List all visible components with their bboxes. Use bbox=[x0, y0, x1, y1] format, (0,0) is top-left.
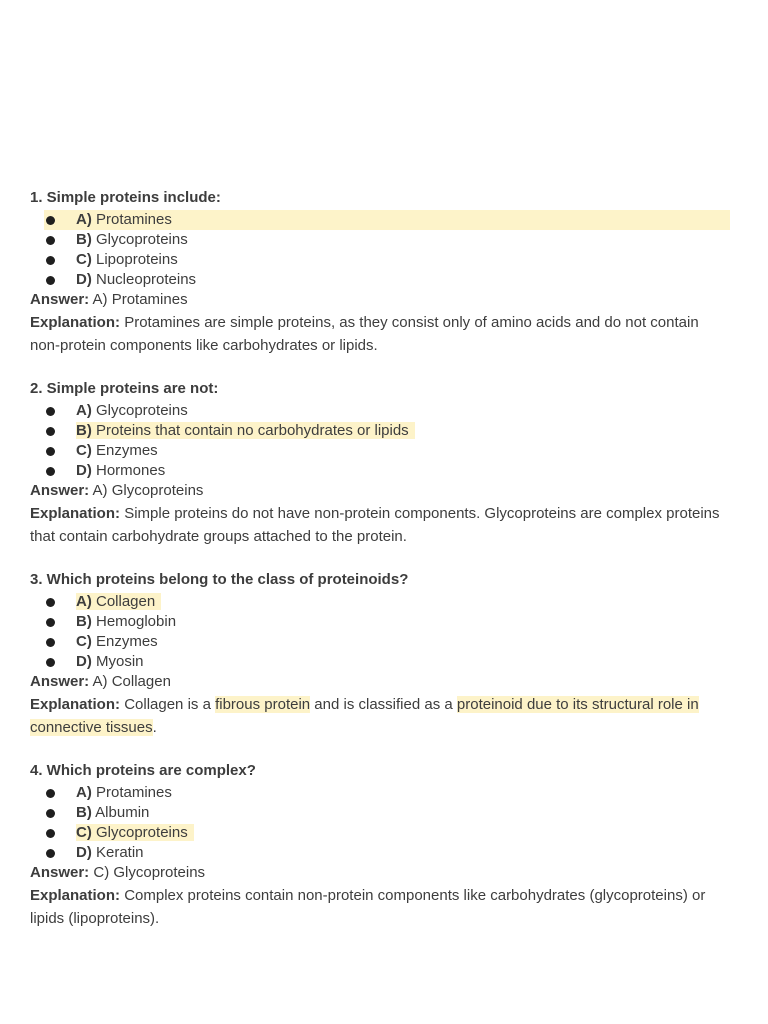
option-b bbox=[30, 230, 730, 250]
bullet-icon bbox=[46, 658, 55, 667]
explanation-part: and is classified as a bbox=[310, 696, 457, 713]
option-letter: B) bbox=[76, 804, 92, 821]
option-text: Myosin bbox=[96, 653, 144, 670]
bullet-icon bbox=[46, 789, 55, 798]
option-text: Keratin bbox=[96, 844, 144, 861]
option-letter: A) bbox=[76, 784, 92, 801]
bullet-icon bbox=[46, 276, 55, 285]
option-a bbox=[30, 592, 730, 612]
option-text: Protamines bbox=[96, 211, 172, 228]
question-2 bbox=[30, 379, 730, 548]
option-list bbox=[30, 210, 730, 290]
bullet-icon bbox=[46, 467, 55, 476]
bullet-icon bbox=[46, 236, 55, 245]
option-text: Proteins that contain no carbohydrates or lipids bbox=[96, 422, 409, 439]
explanation-label: Explanation: bbox=[30, 696, 121, 713]
option-letter: C) bbox=[76, 442, 92, 459]
answer-label: Answer: bbox=[30, 673, 90, 690]
option-a bbox=[30, 210, 730, 230]
option-c bbox=[30, 632, 730, 652]
explanation bbox=[30, 693, 730, 739]
explanation-text: Protamines are simple proteins, as they consist only of amino acids and do not contain non-protein components like carbohydrates or lipids. bbox=[30, 314, 699, 354]
answer-label: Answer: bbox=[30, 291, 90, 308]
option-letter: C) bbox=[76, 251, 92, 268]
option-letter: D) bbox=[76, 844, 92, 861]
option-c bbox=[30, 250, 730, 270]
answer-label: Answer: bbox=[30, 864, 90, 881]
option-c bbox=[30, 441, 730, 461]
bullet-icon bbox=[46, 447, 55, 456]
option-a bbox=[30, 783, 730, 803]
option-letter: A) bbox=[76, 593, 92, 610]
option-c bbox=[30, 823, 730, 843]
option-highlight bbox=[76, 422, 415, 439]
option-b bbox=[30, 612, 730, 632]
bullet-icon bbox=[46, 849, 55, 858]
bullet-icon bbox=[46, 407, 55, 416]
option-list bbox=[30, 592, 730, 672]
quiz-document bbox=[30, 188, 730, 952]
answer-line bbox=[30, 290, 730, 310]
option-d bbox=[30, 270, 730, 290]
answer-value: A) Protamines bbox=[92, 291, 188, 308]
option-letter: B) bbox=[76, 613, 92, 630]
option-highlight bbox=[76, 593, 161, 610]
option-text: Hormones bbox=[96, 462, 166, 479]
option-d bbox=[30, 843, 730, 863]
answer-line bbox=[30, 863, 730, 883]
option-text: Enzymes bbox=[96, 442, 158, 459]
option-text: Glycoproteins bbox=[96, 231, 188, 248]
option-letter: D) bbox=[76, 271, 92, 288]
option-text: Albumin bbox=[95, 804, 150, 821]
question-4 bbox=[30, 761, 730, 930]
option-text: Glycoproteins bbox=[96, 402, 188, 419]
question-1 bbox=[30, 188, 730, 357]
option-letter: D) bbox=[76, 653, 92, 670]
option-d bbox=[30, 461, 730, 481]
explanation bbox=[30, 311, 730, 357]
option-letter: A) bbox=[76, 402, 92, 419]
option-text: Lipoproteins bbox=[96, 251, 178, 268]
option-letter: D) bbox=[76, 462, 92, 479]
option-text: Protamines bbox=[96, 784, 172, 801]
explanation-text: Simple proteins do not have non-protein components. Glycoproteins are complex proteins that contain carbohydrate groups attached to the protein. bbox=[30, 505, 720, 545]
bullet-icon bbox=[46, 216, 55, 225]
explanation-label: Explanation: bbox=[30, 314, 121, 331]
question-title: 1. Simple proteins include: bbox=[30, 189, 221, 206]
explanation bbox=[30, 884, 730, 930]
bullet-icon bbox=[46, 638, 55, 647]
option-text: Hemoglobin bbox=[96, 613, 177, 630]
option-letter: B) bbox=[76, 231, 92, 248]
option-d bbox=[30, 652, 730, 672]
option-list bbox=[30, 401, 730, 481]
answer-value: A) Collagen bbox=[92, 673, 171, 690]
bullet-icon bbox=[46, 829, 55, 838]
bullet-icon bbox=[46, 809, 55, 818]
option-letter: C) bbox=[76, 824, 92, 841]
answer-line bbox=[30, 672, 730, 692]
question-title: 4. Which proteins are complex? bbox=[30, 762, 256, 779]
question-title: 2. Simple proteins are not: bbox=[30, 380, 219, 397]
explanation-highlight: proteinoid due to its structural role in connective tissues bbox=[30, 696, 699, 736]
explanation-part: Collagen is a bbox=[124, 696, 216, 713]
option-letter: B) bbox=[76, 422, 92, 439]
option-b bbox=[30, 803, 730, 823]
explanation-label: Explanation: bbox=[30, 887, 121, 904]
option-text: Glycoproteins bbox=[96, 824, 188, 841]
option-letter: A) bbox=[76, 211, 92, 228]
question-title: 3. Which proteins belong to the class of proteinoids? bbox=[30, 571, 409, 588]
bullet-icon bbox=[46, 598, 55, 607]
explanation-text: Complex proteins contain non-protein components like carbohydrates (glycoproteins) or lipids (lipoproteins). bbox=[30, 887, 706, 927]
answer-line bbox=[30, 481, 730, 501]
answer-label: Answer: bbox=[30, 482, 90, 499]
explanation-label: Explanation: bbox=[30, 505, 121, 522]
explanation bbox=[30, 502, 730, 548]
option-text: Enzymes bbox=[96, 633, 158, 650]
bullet-icon bbox=[46, 427, 55, 436]
explanation-part: . bbox=[152, 719, 157, 736]
bullet-icon bbox=[46, 256, 55, 265]
option-list bbox=[30, 783, 730, 863]
answer-value: C) Glycoproteins bbox=[93, 864, 206, 881]
answer-value: A) Glycoproteins bbox=[92, 482, 204, 499]
option-highlight bbox=[76, 824, 194, 841]
option-text: Collagen bbox=[96, 593, 156, 610]
explanation-highlight: fibrous protein bbox=[215, 696, 311, 713]
option-text: Nucleoproteins bbox=[96, 271, 197, 288]
question-3 bbox=[30, 570, 730, 739]
bullet-icon bbox=[46, 618, 55, 627]
option-letter: C) bbox=[76, 633, 92, 650]
option-b bbox=[30, 421, 730, 441]
option-a bbox=[30, 401, 730, 421]
